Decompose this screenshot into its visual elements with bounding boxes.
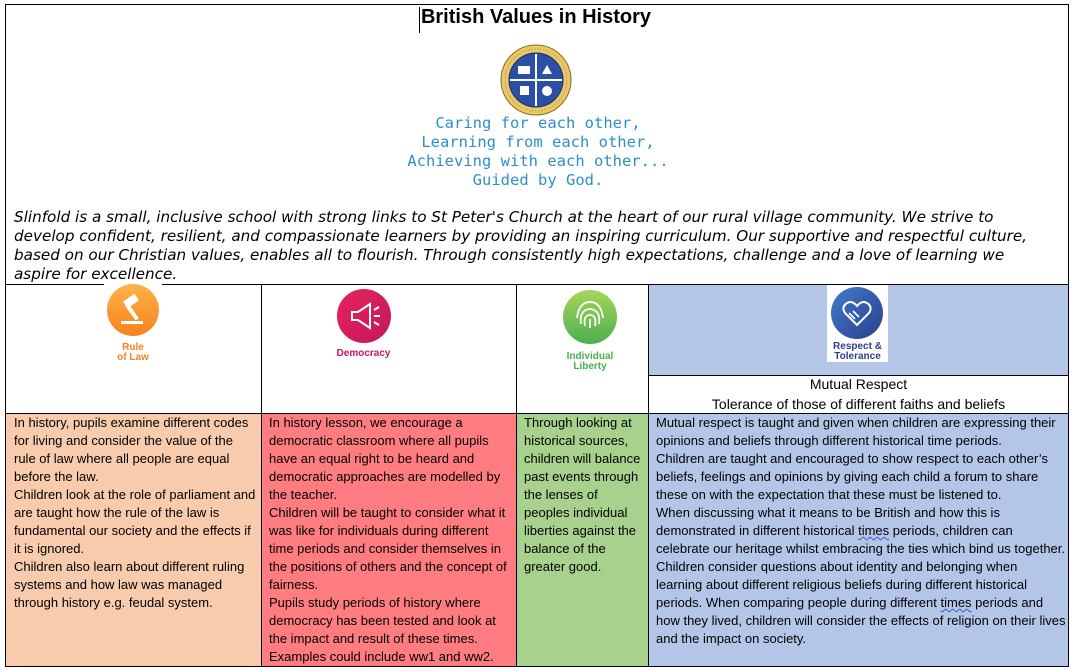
respect-label: Respect & Tolerance [833,341,882,362]
motto-line: Caring for each other, [435,114,641,132]
paragraph: Mutual respect is taught and given when children are expressing their opinions and beliefs through different historical time periods. [656,415,1056,448]
democracy-label: Democracy [336,348,391,359]
motto-line: Learning from each other, [421,133,655,151]
liberty-label: Individual Liberty [566,351,614,372]
respect-heading-mutual: Mutual Respect [809,376,908,392]
paragraph: Children consider questions about identity and belonging when learning about different religious beliefs during different historical periods. When comparing people during different times periods and how they lived, children will consider the effects of religion on their lives and the impact on society. [656,559,1066,646]
paragraph: Children will be taught to consider what it was like for individuals during different time periods and consider themselves in the positions of others and the concept of fairness. [269,505,507,592]
mission-statement: Slinfold is a small, inclusive school with strong links to St Peter's Church at the heart of our rural village community. We strive to develop confident, resilient, and compassionate learners by providing an inspiring curriculum. Our supportive and respectful culture, based on our Christian values, enables all to flourish. Through consistently high expectations, challenge and a love of learning we aspire for excellence. [14,208,1028,283]
rule-of-law-label: Rule of Law [117,342,149,363]
page-title: British Values in History [420,6,652,28]
democracy-badge [328,286,399,366]
gavel-icon [104,283,162,339]
respect-badge [827,285,888,362]
school-crest-logo [500,44,572,116]
paragraph: In history, pupils examine different codes for living and consider the value of the rule of law where all people are equal before the law. [14,415,249,484]
handshake-icon [827,285,888,341]
school-motto [300,114,776,190]
paragraph: Children are taught and encouraged to show respect to each other’s beliefs, feelings and opinions by giving each child a forum to share these on with the expectation that these must be listened to. [656,451,1048,502]
rule-of-law-badge [104,283,162,367]
paragraph: Children also learn about different ruling systems and how law was managed through history e.g. feudal system. [14,559,245,610]
paragraph: In history lesson, we encourage a democratic classroom where all pupils have an equal right to be heard and democratic approaches are modelled by the teacher. [269,415,501,502]
paragraph: Pupils study periods of history where democracy has been tested and look at the impact and result of these times. Examples could include ww1 and ww2. [269,595,496,664]
fingerprint-icon [559,286,621,346]
liberty-text [524,414,646,576]
text-cursor [419,7,420,33]
democracy-text [269,414,513,666]
paragraph: Children look at the role of parliament and are taught how the rule of the law is fundamental our society and the effects if it is ignored. [14,487,256,556]
paragraph: When discussing what it means to be British and how this is demonstrated in different historical times periods, children can celebrate our heritage whilst embracing the ties which bind us together. [656,505,1066,556]
spellcheck-flag: times [858,523,890,538]
respect-text [656,414,1066,648]
liberty-badge [559,286,621,374]
paragraph: Through looking at historical sources, children will balance past events through the lenses of peoples individual liberties against the balance of the greater good. [524,415,641,574]
megaphone-icon [328,286,399,344]
motto-line: Achieving with each other... [407,152,669,170]
rule-of-law-text [14,414,256,612]
spellcheck-flag: times [940,595,972,610]
motto-line: Guided by God. [472,171,604,189]
respect-heading-tolerance: Tolerance of those of different faiths and beliefs [711,396,1006,412]
